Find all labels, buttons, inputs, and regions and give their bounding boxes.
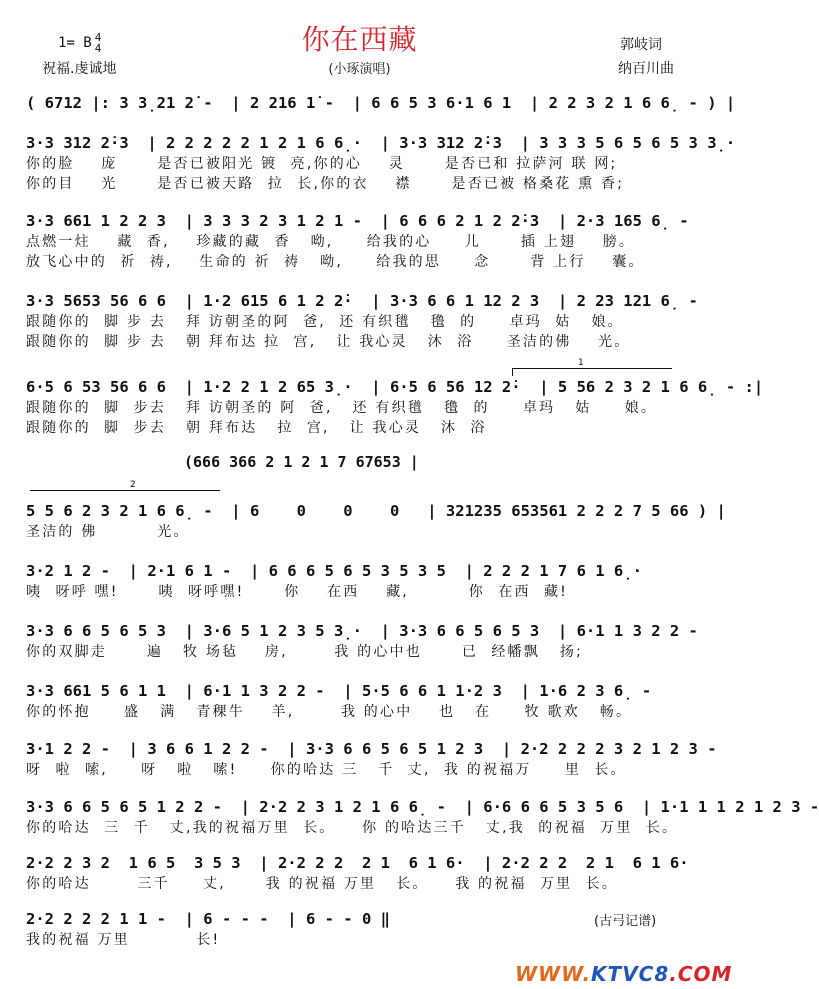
lyric-line-verse1: 跟随你的 脚 步 去 拜 访朝圣的阿 爸, 还 有织氆 氇 的 卓玛 姑 娘。 (26, 314, 624, 330)
transcriber-credit: (古弓记谱) (594, 914, 657, 929)
score-row (26, 500, 726, 542)
notation-line: 3·3 661 5 6 1 1 | 6·1 1 3 2 2 - | 5·5 6 6 1 1·2 3 | 1·6 2 3 6̣ - (26, 682, 652, 700)
notation-line: 3·3 661 1 2 2 3 | 3 3 3 2 3 1 2 1 - | 6 6 6 2 1 2 2̇·3 | 2·3 165 6̣ - (26, 212, 689, 230)
watermark-prefix: WWW. (515, 962, 592, 986)
lyric-line: 你的怀抱 盛 满 青稞牛 羊, 我 的心中 也 在 牧 歌欢 畅。 (26, 704, 633, 720)
notation-line: 3·3 6 6 5 6 5 3 | 3·6 5 1 2 3 5 3̣· | 3·3 6 6 5 6 5 3 | 6·1 1 3 2 2 - (26, 622, 698, 640)
score-row (26, 376, 764, 438)
lyric-line: 呀 啦 嗦, 呀 啦 嗦! 你的哈达 三 千 丈, 我 的祝福万 里 长。 (26, 762, 627, 778)
lyric-line-verse2: 放飞心中的 祈 祷, 生命的 祈 祷 呦, 给我的思 念 背 上行 囊。 (26, 254, 645, 270)
interlude-notation: (666 366 2 1 2 1 7 67653 | (184, 453, 419, 471)
notation-line: 6·5 6 53 56 6 6 | 1·2 2 1 2 65 3̣· | 6·5 6 56 12 2̇· | 5 56 2 3 2 1 6 6̣ - :| (26, 378, 764, 396)
lyric-line: 你的哈达 三 千 丈,我的祝福万里 长。 你 的哈达三千 丈,我 的祝福 万里 长。 (26, 820, 679, 836)
notation-line: 3·3 6 6 5 6 5 1 2 2 - | 2·2 2 3 1 2 1 6 6̣ - | 6·6 6 6 5 3 5 6 | 1·1 1 1 2 1 2 3 - (26, 798, 819, 816)
score-row (26, 560, 686, 602)
volta-bracket-1 (512, 368, 672, 369)
watermark-suffix: .COM (669, 962, 733, 986)
lyric-line-verse1: 跟随你的 脚 步去 拜 访朝圣的 阿 爸, 还 有织氆 氇 的 卓玛 姑 娘。 (26, 400, 658, 416)
volta-bracket-2 (30, 490, 220, 491)
key-signature (58, 32, 101, 54)
score-row (26, 738, 717, 780)
notation-line: 3·3 312 2̇·3 | 2 2 2 2 2 1 2 1 6 6̣· | 3·3 312 2̇·3 | 3 3 3 5 6 5 6 5 3 3̣· (26, 134, 736, 152)
volta-number-2: 2 (130, 480, 136, 490)
lyric-line-verse2: 跟随你的 脚 步 去 朝 拜布达 拉 宫, 让 我心灵 沐 浴 圣洁的佛 光。 (26, 334, 631, 350)
lyric-line: 我的祝福 万里 长! (26, 932, 221, 948)
lyricist-credit: 郭岐词 (620, 37, 662, 53)
notation-line: 3·2 1 2 - | 2·1 6 1 - | 6 6 6 5 6 5 3 5 3 5 | 2 2 2 1 7 6 1 6̣· (26, 562, 642, 580)
time-signature-bottom: 4 (94, 42, 102, 55)
notation-line: 3·3 5653 56 6 6 | 1·2 615 6 1 2 2̇· | 3·3 6 6 1 12 2 3 | 2 23 121 6̣ - (26, 292, 698, 310)
score-row (26, 852, 689, 894)
performer-credit: (小琢演唱) (328, 62, 391, 77)
lyric-line: 你的双脚走 遍 牧 场毡 房, 我 的心中也 已 经幡飘 扬; (26, 644, 584, 660)
score-row (26, 620, 698, 662)
composer-credit: 纳百川曲 (618, 61, 674, 77)
score-row (26, 290, 698, 352)
notation-line: ( 6712 |: 3 3̣21 2̇ - | 2 216 1̇ - | 6 6 5 3 6·1 6 1 | 2 2 3 2 1 6 6̣ - ) | (26, 94, 736, 112)
score-row (26, 210, 689, 272)
expression-marking: 祝福.虔诚地 (42, 61, 117, 77)
time-signature (95, 32, 102, 54)
volta-number-1: 1 (578, 358, 584, 368)
lyric-line-verse2: 你的目 光 是否已被天路 拉 长,你的衣 襟 是否已被 格桑花 熏 香; (26, 176, 625, 192)
score-row-final (26, 908, 686, 950)
score-row-intro (26, 92, 736, 114)
notation-line: 5 5 6 2 3 2 1 6 6̣ - | 6 0 0 0 | 321235 653561 2 2 2 7 5 66 ) | (26, 502, 726, 520)
lyric-line: 圣洁的 佛 光。 (26, 524, 190, 540)
song-title: 你在西藏 (301, 23, 418, 56)
lyric-line: 你的哈达 三千 丈, 我 的祝福 万里 长。 我 的祝福 万里 长。 (26, 876, 619, 892)
volta-bracket-1-end (512, 368, 513, 376)
score-row (26, 796, 819, 838)
site-watermark (515, 962, 732, 986)
notation-line: 2·2 2 2 2 1 1 - | 6 - - - | 6 - - 0 ‖ (26, 910, 390, 928)
notation-line: 2·2 2 3 2 1 6 5 3 5 3 | 2·2 2 2 2 1 6 1 6· | 2·2 2 2 2 1 6 1 6· (26, 854, 689, 872)
lyric-line-verse1: 点燃一炷 藏 香, 珍藏的藏 香 呦, 给我的心 儿 插 上翅 膀。 (26, 234, 636, 250)
notation-line: 3·1 2 2 - | 3 6 6 1 2 2 - | 3·3 6 6 5 6 5 1 2 3 | 2·2 2 2 2 3 2 1 2 3 - (26, 740, 717, 758)
lyric-line-verse1: 你的脸 庞 是否已被阳光 镀 亮,你的心 灵 是否已和 拉萨河 联 网; (26, 156, 618, 172)
lyric-line: 咦 呀呼 嘿! 咦 呀呼嘿! 你 在西 藏, 你 在西 藏! (26, 584, 568, 600)
score-row (26, 680, 686, 722)
lyric-line-verse2: 跟随你的 脚 步去 朝 拜布达 拉 宫, 让 我心灵 沐 浴 (26, 420, 487, 436)
score-row (26, 132, 736, 194)
key-label: 1= B (58, 35, 92, 51)
time-signature-top: 4 (94, 31, 102, 44)
watermark-brand: KTVC8 (591, 962, 670, 986)
